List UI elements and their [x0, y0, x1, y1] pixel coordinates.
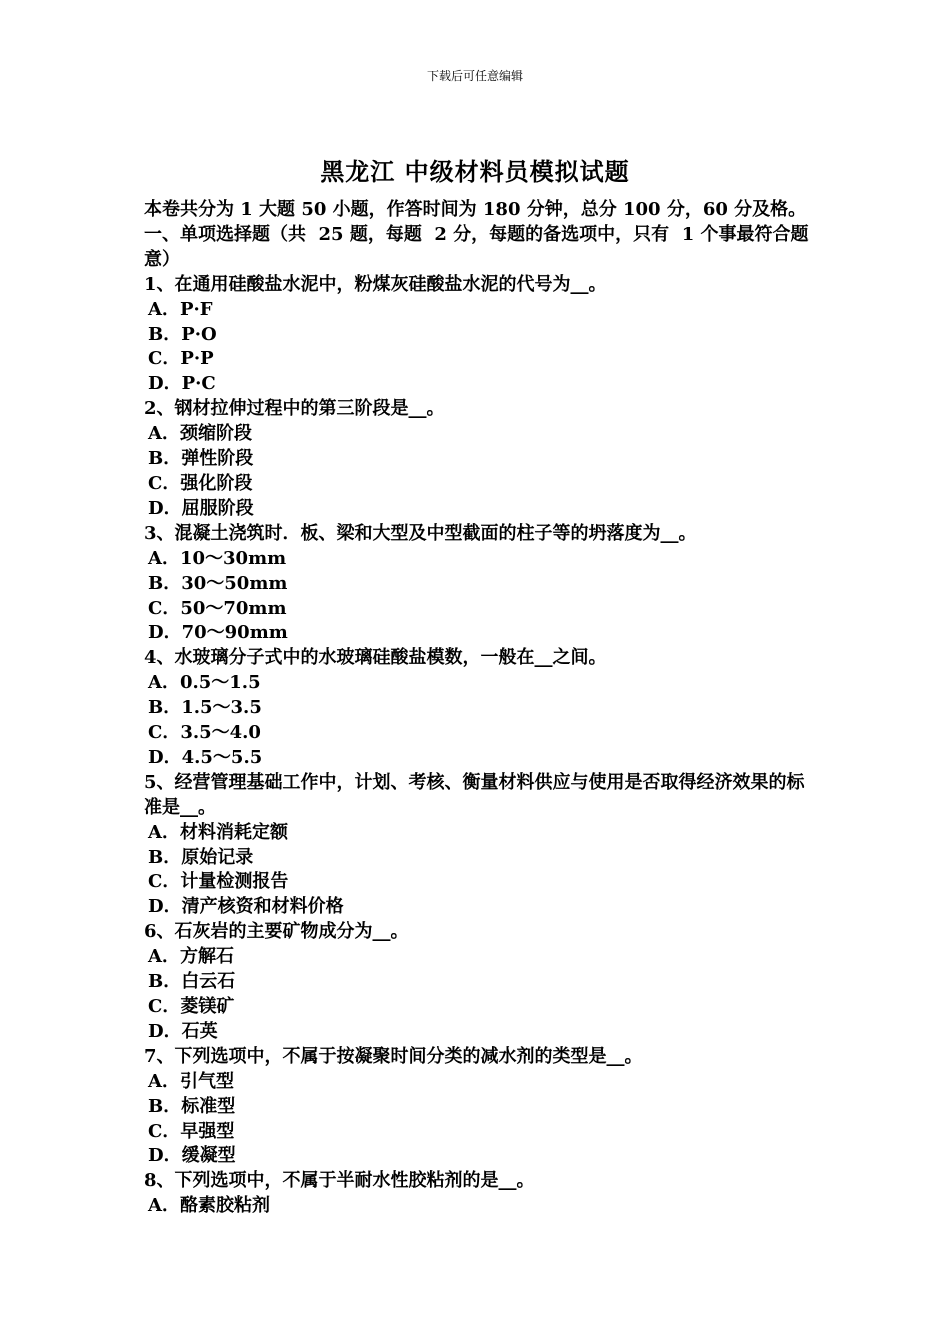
- document-body: [144, 198, 812, 1219]
- answer-option: [144, 696, 812, 721]
- option-letter: A．: [148, 1070, 180, 1092]
- question-5: [144, 771, 812, 920]
- option-letter: B．: [148, 1095, 182, 1117]
- answer-option: [144, 497, 812, 522]
- option-letter: A．: [148, 547, 180, 569]
- option-text: 引气型: [179, 1070, 234, 1092]
- option-text: P·C: [181, 373, 216, 395]
- answer-option: [144, 1020, 812, 1045]
- answer-option: [144, 671, 812, 696]
- question-8: [144, 1169, 812, 1219]
- answer-option: [144, 572, 812, 597]
- answer-option: [144, 895, 812, 920]
- option-text: 石英: [181, 1020, 218, 1042]
- question-1: [144, 273, 812, 398]
- option-letter: A．: [148, 946, 180, 968]
- option-letter: B．: [148, 846, 182, 868]
- option-text: 70～90mm: [181, 622, 288, 644]
- option-letter: D．: [148, 1145, 182, 1167]
- option-text: 菱镁矿: [180, 996, 235, 1017]
- option-text: P·P: [180, 348, 214, 370]
- option-letter: A．: [148, 821, 180, 843]
- answer-option: [144, 547, 812, 572]
- option-text: 1.5～3.5: [181, 697, 262, 719]
- answer-option: [144, 298, 812, 323]
- option-letter: B．: [148, 971, 182, 993]
- question-list: [144, 273, 812, 1219]
- answer-option: [144, 870, 812, 895]
- question-6: [144, 920, 812, 1045]
- option-letter: D．: [148, 896, 182, 918]
- question-stem: 7、下列选项中，不属于按凝聚时间分类的减水剂的类型是__。: [144, 1045, 643, 1067]
- answer-option: [144, 447, 812, 472]
- option-text: 缓凝型: [181, 1145, 236, 1167]
- option-letter: C．: [148, 722, 181, 744]
- answer-option: [144, 372, 812, 397]
- answer-option: [144, 323, 812, 348]
- document-title: 黑龙江 中级材料员模拟试题: [320, 157, 630, 186]
- option-text: 计量检测报告: [180, 871, 289, 893]
- option-letter: C．: [148, 348, 181, 370]
- option-text: 颈缩阶段: [179, 423, 252, 445]
- option-text: 酪素胶粘剂: [179, 1195, 270, 1217]
- question-7: [144, 1045, 812, 1170]
- option-text: P·F: [179, 298, 213, 320]
- question-stem: 6、石灰岩的主要矿物成分为__。: [144, 921, 409, 943]
- option-text: 50～70mm: [180, 597, 287, 619]
- answer-option: [144, 472, 812, 497]
- option-letter: D．: [148, 373, 182, 395]
- option-text: 强化阶段: [180, 472, 253, 494]
- answer-option: [144, 597, 812, 622]
- option-letter: C．: [148, 472, 181, 494]
- answer-option: [144, 621, 812, 646]
- option-letter: A．: [148, 1195, 180, 1217]
- question-stem: 8、下列选项中，不属于半耐水性胶粘剂的是__。: [144, 1170, 535, 1192]
- question-stem: 5、经营管理基础工作中，计划、考核、衡量材料供应与使用是否取得经济效果的标准是__。: [144, 771, 805, 818]
- answer-option: [144, 995, 812, 1020]
- question-2: [144, 397, 812, 522]
- answer-option: [144, 347, 812, 372]
- question-4: [144, 646, 812, 771]
- option-text: 原始记录: [181, 846, 254, 868]
- answer-option: [144, 746, 812, 771]
- question-3: [144, 522, 812, 647]
- answer-option: [144, 1070, 812, 1095]
- option-letter: C．: [148, 597, 181, 619]
- section-heading: 一、单项选择题（共 25 题，每题 2 分，每题的备选项中，只有 1 个事最符合题意）: [144, 223, 809, 270]
- option-letter: A．: [148, 423, 180, 445]
- answer-option: [144, 1095, 812, 1120]
- option-letter: D．: [148, 1020, 182, 1042]
- option-letter: D．: [148, 622, 182, 644]
- answer-option: [144, 1120, 812, 1145]
- option-text: 早强型: [180, 1120, 235, 1142]
- option-text: 弹性阶段: [181, 448, 254, 470]
- intro-paragraph: 本卷共分为 1 大题 50 小题，作答时间为 180 分钟，总分 100 分，60 分及格。: [144, 199, 807, 220]
- answer-option: [144, 422, 812, 447]
- question-stem: 3、混凝土浇筑时．板、梁和大型及中型截面的柱子等的坍落度为__。: [144, 522, 697, 544]
- option-letter: B．: [148, 323, 182, 345]
- option-letter: A．: [148, 298, 180, 320]
- page-header: 下载后可任意编辑: [426, 69, 523, 83]
- option-text: 屈服阶段: [181, 497, 254, 519]
- option-letter: B．: [148, 572, 182, 594]
- option-text: 材料消耗定额: [179, 821, 288, 843]
- option-letter: B．: [148, 697, 182, 719]
- answer-option: [144, 721, 812, 746]
- answer-option: [144, 846, 812, 871]
- option-letter: C．: [148, 1120, 181, 1142]
- option-text: 0.5～1.5: [179, 672, 261, 694]
- question-stem: 2、钢材拉伸过程中的第三阶段是__。: [144, 398, 445, 420]
- option-text: 清产核资和材料价格: [181, 896, 344, 918]
- option-letter: D．: [148, 746, 182, 768]
- option-text: 10～30mm: [179, 547, 287, 569]
- option-letter: D．: [148, 497, 182, 519]
- answer-option: [144, 1194, 812, 1219]
- option-letter: C．: [148, 871, 181, 893]
- option-text: 4.5～5.5: [181, 746, 263, 768]
- option-text: 方解石: [179, 946, 234, 968]
- option-letter: A．: [148, 672, 180, 694]
- option-text: 白云石: [181, 971, 236, 993]
- option-letter: C．: [148, 996, 181, 1017]
- option-letter: B．: [148, 448, 182, 470]
- option-text: 标准型: [181, 1095, 236, 1117]
- option-text: 30～50mm: [181, 572, 288, 594]
- answer-option: [144, 970, 812, 995]
- answer-option: [144, 821, 812, 846]
- answer-option: [144, 1144, 812, 1169]
- option-text: P·O: [181, 323, 217, 345]
- question-stem: 1、在通用硅酸盐水泥中，粉煤灰硅酸盐水泥的代号为__。: [144, 273, 607, 295]
- option-text: 3.5～4.0: [180, 722, 261, 744]
- answer-option: [144, 945, 812, 970]
- question-stem: 4、水玻璃分子式中的水玻璃硅酸盐模数，一般在__之间。: [144, 647, 607, 669]
